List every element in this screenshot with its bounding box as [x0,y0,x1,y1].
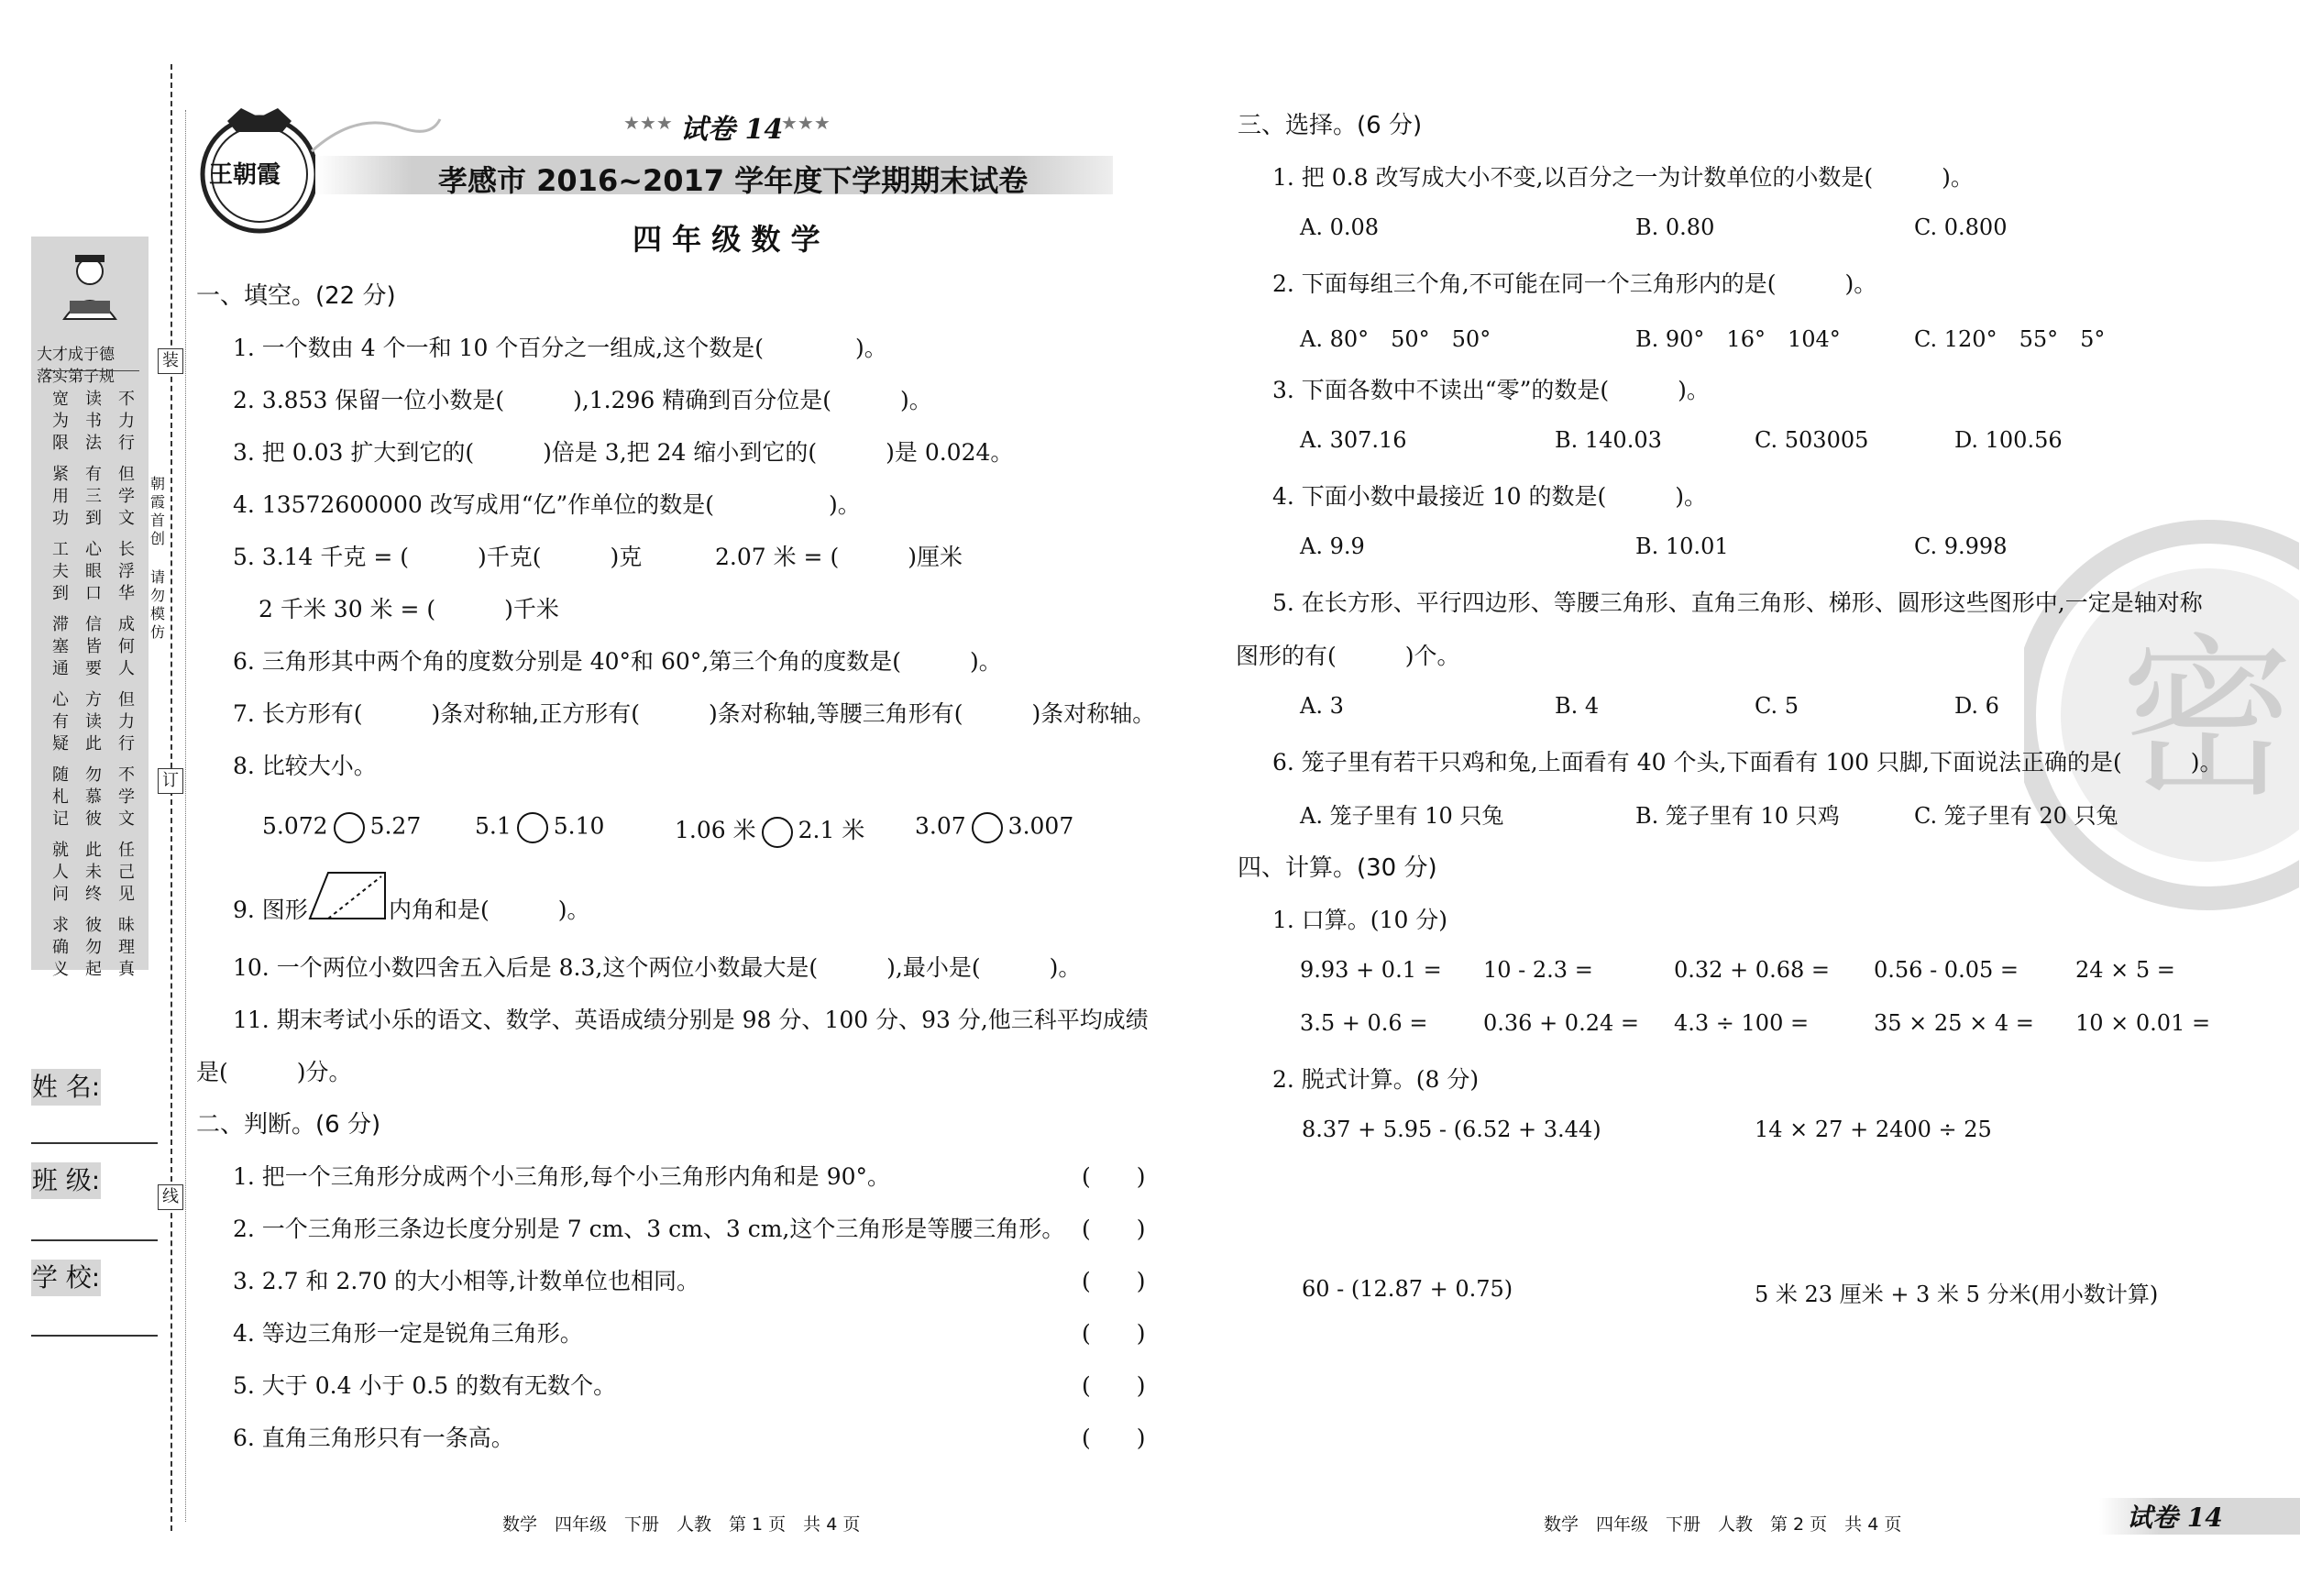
s3-q5b: 图形的有( )个。 [1236,643,1460,669]
judge-answer-5[interactable]: ( ) [1082,1372,1146,1399]
compare-circle[interactable] [517,812,548,843]
proverb-column: 信皆要 [85,615,102,678]
s1-q11a: 11. 期末考试小乐的语文、数学、英语成绩分别是 98 分、100 分、93 分,他三科平均成绩 [233,1007,1149,1033]
s3-q2: 2. 下面每组三个角,不可能在同一个三角形内的是( )。 [1272,270,1877,297]
motto-divider [44,370,139,371]
s1-q1: 1. 一个数由 4 个一和 10 个百分之一组成,这个数是( )。 [233,335,887,361]
s3-q5-opt-a[interactable]: A. 3 [1300,693,1344,719]
s3-q2-opt-b[interactable]: B. 90° 16° 104° [1635,326,1841,352]
exam-title: 孝感市 2016~2017 学年度下学期期末试卷 [438,163,1029,198]
name-field[interactable] [31,1142,158,1144]
compare-circle[interactable] [762,817,793,848]
class-label: 班 级: [31,1162,101,1199]
s1-q7: 7. 长方形有( )条对称轴,正方形有( )条对称轴,等腰三角形有( )条对称轴。 [233,700,1156,727]
s3-q3: 3. 下面各数中不读出“零”的数是( )。 [1272,377,1710,403]
compare-circle[interactable] [972,812,1003,843]
s1-q8: 8. 比较大小。 [233,753,377,779]
judge-answer-1[interactable]: ( ) [1082,1163,1146,1190]
oral-r1-c3: 0.32 + 0.68 = [1674,957,1830,983]
proverb-column: 长浮华 [118,540,135,603]
s3-q3-opt-b[interactable]: B. 140.03 [1555,427,1662,453]
proverb-column: 求确义 [52,916,69,979]
exam-subtitle: 四 年 级 数 学 [633,222,820,257]
oral-r1-c1: 9.93 + 0.1 = [1300,957,1442,983]
judge-item-1: 1. 把一个三角形分成两个小三角形,每个小三角形内角和是 90°。 [233,1163,891,1190]
s3-q3-opt-a[interactable]: A. 307.16 [1300,427,1407,453]
section1-title: 一、填空。(22 分) [196,282,396,310]
s3-q5-opt-b[interactable]: B. 4 [1555,693,1600,719]
trapezoid-figure [306,869,389,922]
vertical-note-2: 请勿模仿 [150,568,166,641]
name-label: 姓 名: [31,1069,101,1106]
exam-badge: 试卷 14 [2127,1502,2223,1533]
s3-q6-opt-c[interactable]: C. 笼子里有 20 只兔 [1914,803,2118,829]
s1-q5b: 2.07 米 = ( )厘米 [715,544,963,570]
compare-4: 3.07 3.007 [915,812,1073,843]
section4-title: 四、计算。(30 分) [1238,854,1437,882]
proverb-column: 读书法 [85,390,102,453]
proverb-column: 就人问 [52,841,69,904]
proverb-column: 但力行 [118,690,135,754]
s1-q6: 6. 三角形其中两个角的度数分别是 40°和 60°,第三个角的度数是( )。 [233,648,1002,675]
compare-3: 1.06 米 2.1 米 [675,812,864,848]
s3-q6-opt-a[interactable]: A. 笼子里有 10 只兔 [1300,803,1504,829]
school-label: 学 校: [31,1260,101,1296]
s3-q3-opt-d[interactable]: D. 100.56 [1954,427,2063,453]
s1-q4: 4. 13572600000 改写成用“亿”作单位的数是( )。 [233,491,861,518]
oral-r2-c2: 0.36 + 0.24 = [1483,1010,1639,1036]
seal-char-3: 线 [158,1184,183,1210]
s3-q5a: 5. 在长方形、平行四边形、等腰三角形、直角三角形、梯形、圆形这些图形中,一定是轴对称 [1272,589,2203,616]
s3-q1-opt-b[interactable]: B. 0.80 [1635,215,1715,240]
s3-q2-opt-a[interactable]: A. 80° 50° 50° [1300,326,1491,352]
s3-q4-opt-c[interactable]: C. 9.998 [1914,534,2008,559]
s1-q9b: 内角和是( )。 [389,897,590,923]
footer-left: 数学 四年级 下册 人教 第 1 页 共 4 页 [502,1514,861,1535]
proverb-column: 工夫到 [52,540,69,603]
judge-item-5: 5. 大于 0.4 小于 0.5 的数有无数个。 [233,1372,617,1399]
oral-r1-c4: 0.56 - 0.05 = [1874,957,2019,983]
s3-q4: 4. 下面小数中最接近 10 的数是( )。 [1272,483,1708,510]
s3-q2-opt-c[interactable]: C. 120° 55° 5° [1914,326,2106,352]
s3-q5-opt-d[interactable]: D. 6 [1954,693,1999,719]
stars-right: ★★★ [781,112,831,134]
compare-1: 5.072 5.27 [262,812,421,843]
s3-q4-opt-b[interactable]: B. 10.01 [1635,534,1729,559]
s3-q5-opt-c[interactable]: C. 5 [1755,693,1799,719]
class-field[interactable] [31,1239,158,1241]
oral-r2-c5: 10 × 0.01 = [2075,1010,2211,1036]
s1-q5a: 5. 3.14 千克 = ( )千克( )克 [233,544,643,570]
oral-r1-c5: 24 × 5 = [2075,957,2175,983]
seal-char-1: 装 [158,348,183,374]
calc-2: 14 × 27 + 2400 ÷ 25 [1755,1117,1992,1142]
proverb-column: 任己见 [118,841,135,904]
s3-q3-opt-c[interactable]: C. 503005 [1755,427,1869,453]
s3-q4-opt-a[interactable]: A. 9.9 [1300,534,1365,559]
exam-number: 试卷 14 [680,114,784,146]
judge-item-4: 4. 等边三角形一定是锐角三角形。 [233,1320,583,1347]
s1-q3: 3. 把 0.03 扩大到它的( )倍是 3,把 24 缩小到它的( )是 0.024。 [233,439,1014,466]
svg-text:密: 密 [2119,618,2295,820]
oral-r1-c2: 10 - 2.3 = [1483,957,1593,983]
judge-answer-2[interactable]: ( ) [1082,1216,1146,1242]
secret-watermark [2024,513,2299,917]
binding-line [171,64,172,1531]
proverb-column: 紧用功 [52,465,69,528]
s3-q1-opt-c[interactable]: C. 0.800 [1914,215,2008,240]
oral-r2-c4: 35 × 25 × 4 = [1874,1010,2034,1036]
s1-q10: 10. 一个两位小数四舍五入后是 8.3,这个两位小数最大是( ),最小是( )。 [233,954,1082,981]
proverb-column: 昧理真 [118,916,135,979]
section3-title: 三、选择。(6 分) [1238,112,1423,139]
judge-answer-3[interactable]: ( ) [1082,1268,1146,1294]
judge-answer-4[interactable]: ( ) [1082,1320,1146,1347]
proverb-column: 勿慕彼 [85,765,102,829]
s1-q2: 2. 3.853 保留一位小数是( ),1.296 精确到百分位是( )。 [233,387,932,413]
s4-sub2: 2. 脱式计算。(8 分) [1272,1066,1480,1093]
stars-left: ★★★ [623,112,673,134]
footer-right: 数学 四年级 下册 人教 第 2 页 共 4 页 [1544,1514,1902,1535]
s3-q1: 1. 把 0.8 改写成大小不变,以百分之一为计数单位的小数是( )。 [1272,164,1974,191]
motto-line-2: 落实第子规 [37,368,115,386]
proverb-column: 不力行 [118,390,135,453]
compare-circle[interactable] [334,812,365,843]
s1-q5c: 2 千米 30 米 = ( )千米 [259,596,559,622]
judge-item-6: 6. 直角三角形只有一条高。 [233,1425,514,1451]
proverb-column: 宽为限 [52,390,69,453]
judge-item-2: 2. 一个三角形三条边长度分别是 7 cm、3 cm、3 cm,这个三角形是等腰三角形。 [233,1216,1065,1242]
proverb-column: 有三到 [85,465,102,528]
s4-sub1: 1. 口算。(10 分) [1272,907,1448,933]
logo-text: 王朝霞 [209,161,281,189]
s1-q11b: 是( )分。 [196,1059,352,1085]
proverb-column: 心眼口 [85,540,102,603]
oral-r2-c1: 3.5 + 0.6 = [1300,1010,1428,1036]
calc-3: 60 - (12.87 + 0.75) [1302,1276,1513,1302]
section2-title: 二、判断。(6 分) [196,1111,381,1139]
s3-q6: 6. 笼子里有若干只鸡和兔,上面看有 40 个头,下面看有 100 只脚,下面说法正确的是( )。 [1272,749,2223,776]
proverb-column: 成何人 [118,615,135,678]
oral-r2-c3: 4.3 ÷ 100 = [1674,1010,1810,1036]
proverb-column: 随札记 [52,765,69,829]
scholar-icon [48,246,132,328]
proverb-column: 滞塞通 [52,615,69,678]
proverb-column: 心有疑 [52,690,69,754]
calc-4: 5 米 23 厘米 + 3 米 5 分米(用小数计算) [1755,1282,2159,1307]
motto-line-1: 大才成于德 [37,346,115,364]
judge-item-3: 3. 2.7 和 2.70 的大小相等,计数单位也相同。 [233,1268,700,1294]
proverb-column: 方读此 [85,690,102,754]
proverb-column: 不学文 [118,765,135,829]
s3-q6-opt-b[interactable]: B. 笼子里有 10 只鸡 [1635,803,1840,829]
seal-char-2: 订 [158,768,183,794]
proverb-column: 此未终 [85,841,102,904]
binding-line-inner [185,110,186,1522]
s1-q9a: 9. 图形 [233,897,308,923]
school-field[interactable] [31,1335,158,1337]
calc-1: 8.37 + 5.95 - (6.52 + 3.44) [1302,1117,1601,1142]
s3-q1-opt-a[interactable]: A. 0.08 [1300,215,1380,240]
vertical-note-1: 朝霞首创 [150,475,166,547]
judge-answer-6[interactable]: ( ) [1082,1425,1146,1451]
proverb-column: 但学文 [118,465,135,528]
proverb-column: 彼勿起 [85,916,102,979]
compare-2: 5.1 5.10 [475,812,604,843]
